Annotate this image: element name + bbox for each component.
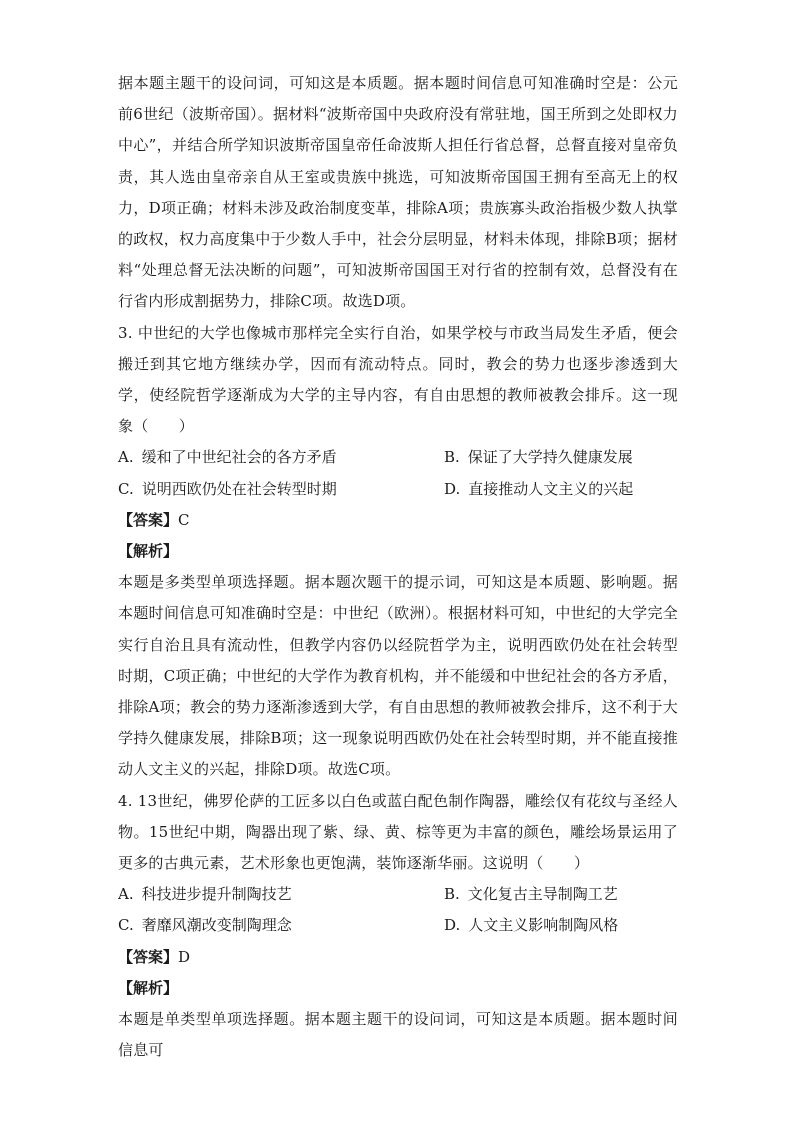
option-c <box>118 910 444 941</box>
option-letter: C. <box>118 916 134 935</box>
previous-analysis-paragraph: 据本题主题干的设问词，可知这是本质题。据本题时间信息可知准确时空是：公元前6世纪（波斯帝国）。据材料“波斯帝国中央政府没有常驻地，国王所到之处即权力中心”，并结合所学知识波斯帝国皇帝任命波斯人担任行省总督，总督直接对皇帝负责，其人选由皇帝亲自从王室或贵族中挑选，可知波斯帝国国王拥有至高无上的权力，D项正确；材料未涉及政治制度变革，排除A项；贵族寡头政治指极少数人执掌的政权，权力高度集中于少数人手中，社会分层明显，材料未体现，排除B项；据材料“处理总督无法决断的问题”，可知波斯帝国国王对行省的控制有效，总督没有在行省内形成割据势力，排除C项。故选D项。 <box>118 74 678 311</box>
option-letter: A. <box>118 448 134 467</box>
option-text: 文化复古主导制陶工艺 <box>467 885 618 904</box>
option-d <box>444 474 678 505</box>
answer-line <box>118 942 678 973</box>
question-stem: 4. 13世纪，佛罗伦萨的工匠多以白色或蓝白配色制作陶器，雕绘仅有花纹与圣经人物。15世纪中期，陶器出现了紫、绿、黄、棕等更为丰富的颜色，雕绘场景运用了更多的古典元素，艺术形象也更饱满，装饰逐渐华丽。这说明（ ） <box>118 791 678 873</box>
page-content <box>118 68 678 1066</box>
option-letter: B. <box>444 448 460 467</box>
option-c <box>118 474 444 505</box>
option-letter: C. <box>118 479 134 498</box>
analysis-paragraph: 本题是单类型单项选择题。据本题主题干的设问词，可知这是本质题。据本题时间信息可 <box>118 1009 678 1060</box>
bracket-close: 】 <box>163 947 179 966</box>
option-text: 奢靡风潮改变制陶理念 <box>141 916 292 935</box>
option-b <box>444 442 678 473</box>
bracket-open: 【 <box>118 510 134 529</box>
analysis-label: 解析 <box>133 542 164 560</box>
option-letter: D. <box>444 479 461 498</box>
option-text: 人文主义影响制陶风格 <box>468 916 619 935</box>
option-text: 直接推动人文主义的兴起 <box>468 479 634 498</box>
option-text: 缓和了中世纪社会的各方矛盾 <box>141 448 337 467</box>
option-text: 科技进步提升制陶技艺 <box>141 885 292 904</box>
bracket-open: 【 <box>118 542 134 560</box>
bracket-close: 】 <box>163 978 179 997</box>
option-letter: D. <box>444 916 461 935</box>
option-letter: A. <box>118 885 134 904</box>
option-text: 说明西欧仍处在社会转型时期 <box>141 479 337 498</box>
options-row-ab <box>118 442 678 473</box>
analysis-paragraph: 本题是多类型单项选择题。据本题次题干的提示词，可知这是本质题、影响题。据本题时间信息可知准确时空是：中世纪（欧洲）。根据材料可知，中世纪的大学完全实行自治且具有流动性，但教学内容仍以经院哲学为主，说明西欧仍处在社会转型时期，C项正确；中世纪的大学作为教育机构，并不能缓和中世纪社会的各方矛盾，排除A项；教会的势力逐渐渗透到大学，有自由思想的教师被教会排斥，这不利于大学持久健康发展，排除B项；这一现象说明西欧仍处在社会转型时期，并不能直接推动人文主义的兴起，排除D项。故选C项。 <box>118 573 678 779</box>
answer-value: D <box>178 947 191 966</box>
analysis-heading <box>118 973 678 1004</box>
options-row-cd <box>118 910 678 941</box>
option-letter: B. <box>444 885 460 904</box>
question-4 <box>118 786 678 1067</box>
option-d <box>444 910 678 941</box>
analysis-label: 解析 <box>133 978 164 997</box>
option-b <box>444 879 678 910</box>
option-text: 保证了大学持久健康发展 <box>467 448 633 467</box>
question-3 <box>118 318 678 786</box>
answer-value: C <box>178 510 190 529</box>
options-row-ab <box>118 879 678 910</box>
bracket-close: 】 <box>163 542 179 560</box>
analysis-heading <box>118 536 678 567</box>
bracket-open: 【 <box>118 978 134 997</box>
option-a <box>118 879 444 910</box>
bracket-close: 】 <box>163 510 179 529</box>
answer-label: 答案 <box>133 947 164 966</box>
bracket-open: 【 <box>118 947 134 966</box>
option-a <box>118 442 444 473</box>
options-row-cd <box>118 474 678 505</box>
question-stem: 3. 中世纪的大学也像城市那样完全实行自治，如果学校与市政当局发生矛盾，便会搬迁到其它地方继续办学，因而有流动特点。同时，教会的势力也逐步渗透到大学，使经院哲学逐渐成为大学的主导内容，有自由思想的教师被教会排斥。这一现象（ ） <box>118 323 678 436</box>
answer-line <box>118 505 678 536</box>
answer-label: 答案 <box>133 510 164 529</box>
